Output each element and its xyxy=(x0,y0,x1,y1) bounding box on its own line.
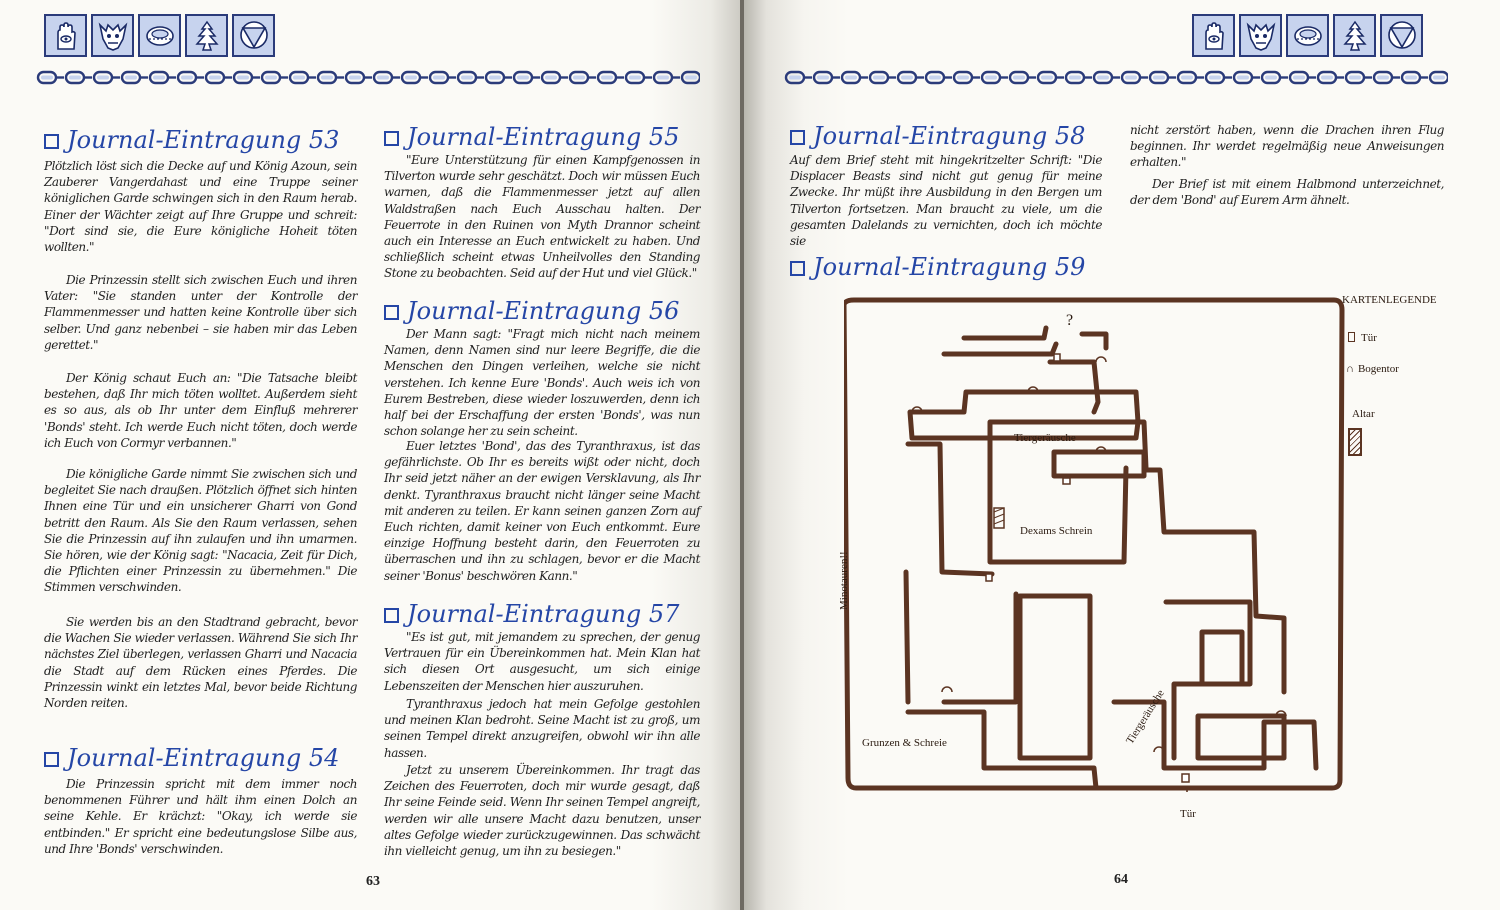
triangle-circle-icon xyxy=(232,14,275,57)
map-legend-altar: Altar xyxy=(1352,408,1375,420)
map-label-tiergeraeusche-bottom: Tiergeräusche xyxy=(1124,687,1167,747)
entry-57-paragraph-1: "Es ist gut, mit jemandem zu sprechen, der genug Vertrauen für ein Übereinkommen hat. Mein Klan hat sich diesen Ort ausgesucht, um sich einige Lebenszeiten der Menschen hier auszuruhen. xyxy=(384,630,700,693)
left-page xyxy=(0,0,740,910)
entry-53-paragraph-1: Plötzlich löst sich die Decke auf und König Azoun, sein Zauberer Vangerdahast und eine Truppe seiner königlichen Garde schwingen sich in den Raum herab. Einer der Wächter zeigt auf Ihre Gruppe und schreit: "Dort sind sie, die Eure königliche Hoheit töten wollten." xyxy=(44,159,357,255)
entry-53-paragraph-3: Der König schaut Euch an: "Die Tatsache bleibt bestehen, daß Ihr mich töten wolltet. Außerdem sieht es so aus, als ob Ihr unter dem Einfluß mehrerer 'Bonds' steht. Ich werde Euch nicht töten, doch werde ich Euch von Cormyr verbannen." xyxy=(44,371,357,450)
entry-59-title: Journal-Eintragung 59 xyxy=(790,253,1085,281)
entry-56-title: Journal-Eintragung 56 xyxy=(384,297,679,325)
map-door-2 xyxy=(986,574,992,581)
triangle-circle-icon xyxy=(1380,14,1423,57)
map-door-4 xyxy=(1054,354,1060,361)
bracelet-icon xyxy=(1286,14,1329,57)
entry-58-paragraph-3: Der Brief ist mit einem Halbmond unterzeichnet, der dem 'Bond' auf Eurem Arm ähnelt. xyxy=(1130,177,1444,208)
page-number-right: 64 xyxy=(1114,872,1128,887)
altar-symbol-icon xyxy=(1348,428,1362,456)
map-room-small xyxy=(1054,452,1144,476)
map-label-tuer-exit: Tür xyxy=(1180,808,1196,820)
entry-54-checkbox[interactable] xyxy=(44,752,59,767)
entry-58-paragraph-1: Auf dem Brief steht mit hingekritzelter Schrift: "Die Displacer Beasts sind nicht gut genug für meine Zwecke. Ihr müßt ihre Ausbildung in den Bergen um Tilverton fortsetzen. Man braucht zu viele, um die gesamten Dalelands zu vernichten, doch ich möchte sie xyxy=(790,153,1102,249)
entry-55-checkbox[interactable] xyxy=(384,131,399,146)
fish-tree-icon xyxy=(185,14,228,57)
hand-eye-icon xyxy=(44,14,87,57)
entry-56-paragraph-1: Der Mann sagt: "Fragt mich nicht nach meinem Namen, denn Namen sind nur leere Begriffe, die die Menschen den Dingen verleihen, welche sie nicht verstehen. Ich kenne Eure 'Bonds'. Auch weis ich von Eurem Bestreben, diese wieder loszuwerden, denn ich half bei der Erschaffung der ersten 'Bonds', was nun schon solange her zu sein scheint. xyxy=(384,327,700,439)
entry-53-checkbox[interactable] xyxy=(44,134,59,149)
dungeon-map xyxy=(844,292,1374,792)
entry-57-title: Journal-Eintragung 57 xyxy=(384,600,679,628)
entry-53-title: Journal-Eintragung 53 xyxy=(44,126,339,154)
map-door-3 xyxy=(1182,774,1189,782)
entry-53-paragraph-4: Die königliche Garde nimmt Sie zwischen sich und begleitet Sie nach draußen. Plötzlich öffnet sich hinten Ihnen eine Tür und ein unsicherer Gharri von Gond betritt den Raum. Als Sie den Raum verlassen, sehen Sie die Prinzessin auf ihn zulaufen und ihn umarmen. Sie hören, wie der König sagt: "Nacacia, Zeit für Dich, die Pflichten einer Prinzessin zu übernehmen." Die Stimmen verschwinden. xyxy=(44,467,357,595)
fish-tree-icon xyxy=(1333,14,1376,57)
horned-mask-icon xyxy=(91,14,134,57)
map-question-mark: ? xyxy=(1066,312,1074,329)
entry-56-paragraph-2: Euer letztes 'Bond', das des Tyranthraxus, ist das gefährlichste. Ob Ihr es bereits wißt oder nicht, doch Ihr seid jetzt näher an der ewigen Versklavung, als Ihr denkt. Tyranthraxus braucht nicht länger seine Macht mit anderen zu teilen. Er kann seinen ganzen Zorn auf Euch richten, damit keiner von Euch entkommt. Eure einzige Hoffnung besteht darin, den Feuerroten zu überraschen und ihn zu schlagen, bevor er die Macht seiner 'Bonus' beschwören Kann." xyxy=(384,439,700,583)
entry-57-paragraph-3: Jetzt zu unserem Übereinkommen. Ihr tragt das Zeichen des Feuerroten, doch mir wurde gesagt, daß Ihr seine Feinde seid. Wenn Ihr seinen Tempel angreift, werden wir alle unsere Macht dazu benutzen, unser altes Gefolge wieder zurückzugewinnen. Das schwächt ihn vielleicht genug, um ihn zu besiegen." xyxy=(384,763,700,859)
map-arch-1 xyxy=(1096,357,1106,362)
entry-55-title: Journal-Eintragung 55 xyxy=(384,123,679,151)
chain-divider-left xyxy=(36,68,700,88)
horned-mask-icon xyxy=(1239,14,1282,57)
map-label-grunzen-schreie: Grunzen & Schreie xyxy=(862,737,947,749)
entry-57-paragraph-2: Tyranthraxus jedoch hat mein Gefolge gestohlen und meinen Klan bedroht. Seine Macht ist zu groß, um seinen Tempel direkt anzugreifen, obwohl wir ihn alle hassen. xyxy=(384,697,700,760)
map-legend-door: Tür xyxy=(1348,332,1377,344)
entry-53-paragraph-5: Sie werden bis an den Stadtrand gebracht, bevor die Wachen Sie wieder verlassen. Während Sie sich Ihr nächstes Ziel überlegen, verlassen Gharri und Nacacia die Stadt auf dem Rücken eines Pferdes. Die Prinzessin winkt ein letztes Mal, bevor beide Richtung Norden reiten. xyxy=(44,615,357,711)
entry-56-checkbox[interactable] xyxy=(384,305,399,320)
map-label-minotauren: Minotauren!! xyxy=(838,551,850,610)
entry-58-title: Journal-Eintragung 58 xyxy=(790,122,1085,150)
chain-divider-right xyxy=(784,68,1448,88)
map-label-tiergeraeusche-top: Tiergeräusche xyxy=(1014,432,1076,444)
map-corridor-top xyxy=(964,328,1106,348)
map-legend-arch: ∩ Bogentor xyxy=(1346,363,1399,375)
bracelet-icon xyxy=(138,14,181,57)
entry-58-checkbox[interactable] xyxy=(790,130,805,145)
map-corridor-west xyxy=(906,444,1016,702)
entry-55-paragraph-1: "Eure Unterstützung für einen Kampfgenossen in Tilverton wurde sehr geschätzt. Doch wir müssen Euch warnen, daß die Flammenmesser jetzt auf allen Waldstraßen nach Euch Ausschau halten. Der Feuerrote in den Ruinen von Myth Drannor scheint auch ein Interesse an Euch entwickelt zu haben. Und schließlich scheint etwas Unheilvolles den Standing Stone zu beobachten. Seid auf der Hut und viel Glück." xyxy=(384,153,700,281)
map-legend-title: KARTENLEGENDE xyxy=(1342,294,1437,306)
arch-symbol-icon: ∩ xyxy=(1346,363,1354,375)
map-room-center xyxy=(1020,596,1090,758)
map-corridor-east xyxy=(1144,470,1284,692)
entry-54-paragraph-1: Die Prinzessin spricht mit dem immer noch benommenen Führer und hält ihm einen Dolch an seine Kehle. Er krächzt: "Okay, ich werde sie entbinden." Er spricht eine bedeutungslose Silbe aus, und Ihre 'Bonds' verschwinden. xyxy=(44,777,357,856)
entry-53-paragraph-2: Die Prinzessin stellt sich zwischen Euch und ihren Vater: "Sie standen unter der Kontrolle der Flammenmesser und hatten keine Kontrolle über sich selber. Und ganz nebenbei – sie haben mir das Leben gerettet." xyxy=(44,273,357,352)
entry-58-paragraph-2: nicht zerstört haben, wenn die Drachen ihren Flug beginnen. Ihr werdet regelmäßig neue Anweisungen erhalten." xyxy=(1130,123,1444,170)
entry-54-title: Journal-Eintragung 54 xyxy=(44,744,339,772)
map-door-1 xyxy=(1063,478,1070,484)
entry-59-checkbox[interactable] xyxy=(790,261,805,276)
icon-row-right xyxy=(1192,14,1423,57)
map-arch-5 xyxy=(942,687,952,692)
door-symbol-icon xyxy=(1348,332,1355,342)
entry-57-checkbox[interactable] xyxy=(384,608,399,623)
map-room-ne xyxy=(1202,632,1242,684)
page-number-left: 63 xyxy=(366,874,380,889)
map-label-dexams-schrein: Dexams Schrein xyxy=(1020,525,1093,537)
icon-row-left xyxy=(44,14,275,57)
map-room-se xyxy=(1166,602,1250,758)
hand-eye-icon xyxy=(1192,14,1235,57)
